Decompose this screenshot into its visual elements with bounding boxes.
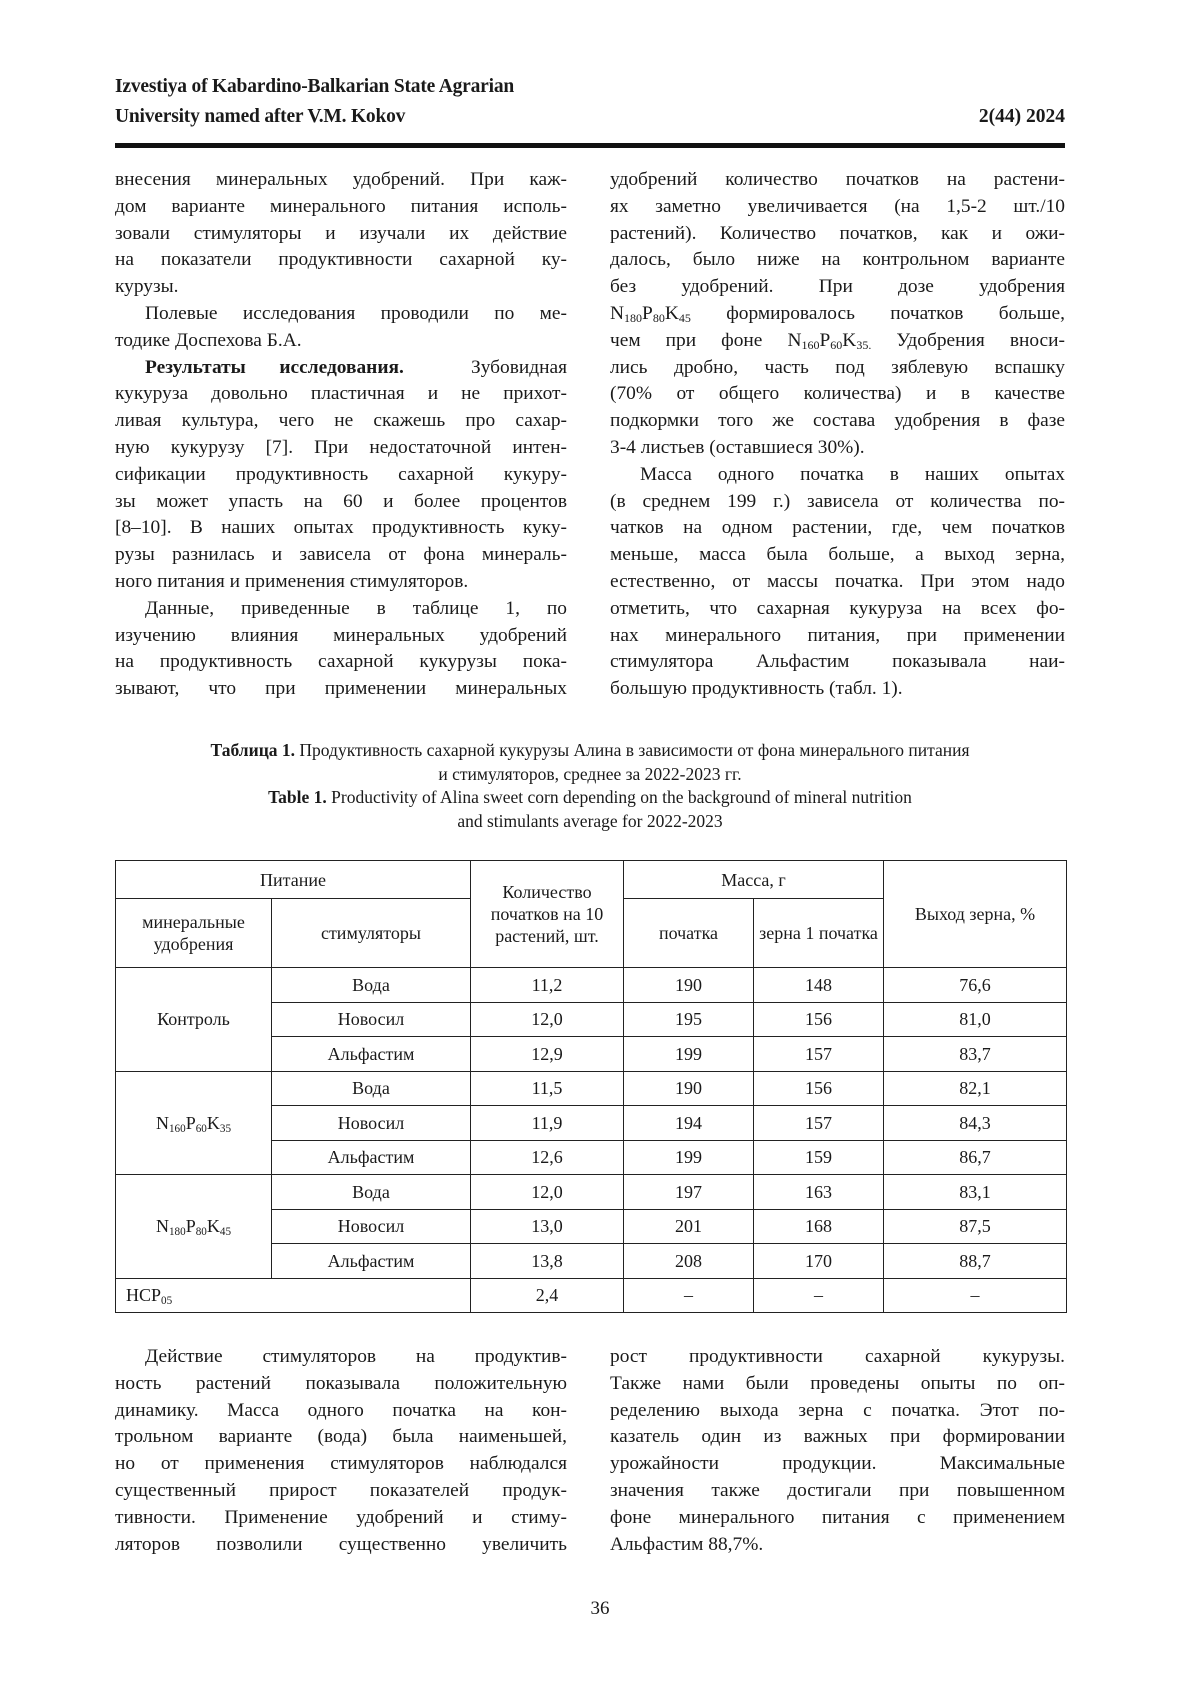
text-line: далось, было ниже на контрольном варианте bbox=[610, 249, 1065, 271]
text-line: 3-4 листьев (оставшиеся 30%). bbox=[610, 436, 865, 458]
cell-yield: 83,1 bbox=[884, 1175, 1067, 1210]
text-line: ную кукурузу [7]. При недостаточной интен- bbox=[115, 436, 567, 458]
formula-n160p60k35: $N_{160}P_{60}K_{35.}$ bbox=[787, 329, 872, 352]
text-line: трольном варианте (вода) была наименьшей, bbox=[115, 1426, 567, 1448]
text-line: динамику. Масса одного початка на кон- bbox=[115, 1399, 567, 1421]
text-line: но от применения стимуляторов наблюдался bbox=[115, 1453, 567, 1475]
cell-ear-mass: 199 bbox=[624, 1140, 754, 1175]
caption-ru-line1: Таблица 1. Продуктивность сахарной кукурузы Алина в зависимости от фона минерального питания bbox=[210, 740, 970, 760]
text-line: значения также достигали при повышенном bbox=[610, 1479, 1065, 1501]
text-line: стимулятора Альфастим показывала наи- bbox=[610, 651, 1065, 673]
text-line-formula: $N_{180}P_{80}K_{45}$ формировалось початков больше, bbox=[610, 302, 1065, 325]
table-row bbox=[116, 1175, 1067, 1210]
cell-grain-mass: 157 bbox=[754, 1037, 884, 1072]
header-stimulants: стимуляторы bbox=[272, 899, 471, 968]
text-line: рост продуктивности сахарной кукурузы. bbox=[610, 1346, 1065, 1367]
cell-grain-mass: 163 bbox=[754, 1175, 884, 1210]
text-line: существенный прирост показателей продук- bbox=[115, 1479, 567, 1501]
cell-grain-mass: 148 bbox=[754, 968, 884, 1003]
cell-ear-mass: 194 bbox=[624, 1106, 754, 1141]
cell-stimulant: Новосил bbox=[272, 1106, 471, 1141]
text-line: Альфастим 88,7%. bbox=[610, 1533, 764, 1555]
cell-stimulant: Альфастим bbox=[272, 1037, 471, 1072]
cell-ear-mass: – bbox=[624, 1278, 754, 1313]
cell-ears: 13,0 bbox=[471, 1209, 624, 1244]
text-line: (в среднем 199 г.) зависела от количества по- bbox=[610, 490, 1065, 512]
cell-yield: 81,0 bbox=[884, 1002, 1067, 1037]
text-line: чатков на одном растении, где, чем початков bbox=[610, 517, 1065, 539]
text-line: казатель один из важных при формировании bbox=[610, 1426, 1065, 1448]
text-line: меньше, масса была больше, а выход зерна, bbox=[610, 544, 1065, 566]
text-line: большую продуктивность (табл. 1). bbox=[610, 678, 903, 700]
text-line: на продуктивность сахарной кукурузы пока- bbox=[115, 651, 567, 673]
cell-ears: 13,8 bbox=[471, 1244, 624, 1279]
caption-en-line2: and stimulants average for 2022-2023 bbox=[457, 810, 723, 831]
text-line: подкормки того же состава удобрения в фазе bbox=[610, 410, 1065, 432]
group-label-n160p60k35: $N_{160}P_{60}K_{35}$ bbox=[116, 1071, 272, 1175]
group-label-n180p80k45: $N_{180}P_{80}K_{45}$ bbox=[116, 1175, 272, 1279]
formula-n180p80k45: $N_{180}P_{80}K_{45}$ bbox=[610, 302, 691, 325]
caption-ru-line2: и стимуляторов, среднее за 2022-2023 гг. bbox=[438, 763, 742, 784]
cell-ears: 12,0 bbox=[471, 1175, 624, 1210]
cell-ears: 12,0 bbox=[471, 1002, 624, 1037]
journal-title-line1: Izvestiya of Kabardino-Balkarian State Agrarian bbox=[115, 76, 515, 97]
cell-yield: 87,5 bbox=[884, 1209, 1067, 1244]
text-line: дом варианте минерального питания исполь- bbox=[115, 195, 567, 217]
cell-grain-mass: 170 bbox=[754, 1244, 884, 1279]
cell-ear-mass: 208 bbox=[624, 1244, 754, 1279]
text-line: ность растений показывала положительную bbox=[115, 1372, 567, 1394]
text-line: фоне минерального питания с применением bbox=[610, 1506, 1065, 1528]
cell-ear-mass: 190 bbox=[624, 1071, 754, 1106]
text-line: Данные, приведенные в таблице 1, по bbox=[145, 597, 567, 619]
text-line: Масса одного початка в наших опытах bbox=[640, 463, 1065, 485]
text-line: кукуруза довольно пластичная и не прихот- bbox=[115, 383, 567, 405]
text-line: тодике Доспехова Б.А. bbox=[115, 329, 302, 351]
cell-yield: 84,3 bbox=[884, 1106, 1067, 1141]
text-line: нах минерального питания, при применении bbox=[610, 624, 1065, 646]
cell-ears: 12,6 bbox=[471, 1140, 624, 1175]
text-line: ляторов позволили существенно увеличить bbox=[115, 1533, 567, 1555]
text-line: Также нами были проведены опыты по оп- bbox=[610, 1372, 1065, 1394]
text-line: Полевые исследования проводили по ме- bbox=[145, 302, 567, 324]
header-grain-mass: зерна 1 початка bbox=[754, 899, 884, 968]
header-ear-count: Количество початков на 10 растений, шт. bbox=[471, 861, 624, 968]
text-line: на показатели продуктивности сахарной ку- bbox=[115, 249, 567, 271]
cell-stimulant: Альфастим bbox=[272, 1140, 471, 1175]
text-line: урожайности продукции. Максимальные bbox=[610, 1453, 1065, 1475]
table-row bbox=[116, 968, 1067, 1003]
cell-ear-mass: 199 bbox=[624, 1037, 754, 1072]
body-column-top-right bbox=[610, 167, 1065, 703]
cell-yield: – bbox=[884, 1278, 1067, 1313]
cell-grain-mass: 156 bbox=[754, 1002, 884, 1037]
cell-ears: 2,4 bbox=[471, 1278, 624, 1313]
cell-ears: 11,5 bbox=[471, 1071, 624, 1106]
cell-stimulant: Новосил bbox=[272, 1209, 471, 1244]
issue-number: 2(44) 2024 bbox=[978, 106, 1065, 127]
text-line: отметить, что сахарная кукуруза на всех фо- bbox=[610, 597, 1065, 619]
header-nutrition: Питание bbox=[116, 861, 471, 899]
table-row-lsd bbox=[116, 1278, 1067, 1313]
text-line: [8–10]. В наших опытах продуктивность куку- bbox=[115, 517, 567, 539]
table-caption bbox=[115, 739, 1065, 833]
cell-yield: 83,7 bbox=[884, 1037, 1067, 1072]
cell-stimulant: Новосил bbox=[272, 1002, 471, 1037]
text-line: (70% от общего количества) и в качестве bbox=[610, 383, 1065, 405]
text-line-results: Результаты исследования. Зубовидная bbox=[145, 356, 568, 378]
text-line: ределению выхода зерна с початка. Этот по- bbox=[610, 1399, 1065, 1421]
cell-ear-mass: 197 bbox=[624, 1175, 754, 1210]
text-line: изучению влияния минеральных удобрений bbox=[115, 624, 567, 646]
journal-title-line2: University named after V.M. Kokov bbox=[115, 106, 406, 127]
header-ear-mass: початка bbox=[624, 899, 754, 968]
cell-yield: 88,7 bbox=[884, 1244, 1067, 1279]
body-column-bottom-left bbox=[115, 1344, 567, 1558]
cell-grain-mass: 157 bbox=[754, 1106, 884, 1141]
page-number: 36 bbox=[590, 1598, 610, 1619]
body-column-top-left bbox=[115, 167, 567, 703]
cell-ears: 11,9 bbox=[471, 1106, 624, 1141]
text-line: курузы. bbox=[115, 276, 179, 298]
cell-ears: 11,2 bbox=[471, 968, 624, 1003]
text-line: лись дробно, часть под зяблевую вспашку bbox=[610, 356, 1065, 378]
cell-yield: 86,7 bbox=[884, 1140, 1067, 1175]
cell-ear-mass: 195 bbox=[624, 1002, 754, 1037]
productivity-table bbox=[115, 860, 1067, 1313]
text-line: удобрений количество початков на растени- bbox=[610, 169, 1065, 190]
cell-stimulant: Вода bbox=[272, 968, 471, 1003]
running-header bbox=[115, 72, 1065, 132]
cell-ears: 12,9 bbox=[471, 1037, 624, 1072]
header-mineral-fertilizers: минеральные удобрения bbox=[116, 899, 272, 968]
text-line: растений). Количество початков, как и ожи- bbox=[610, 222, 1065, 244]
caption-en-line1: Table 1. Productivity of Alina sweet corn depending on the background of mineral nutrition bbox=[268, 787, 912, 807]
text-line: внесения минеральных удобрений. При каж- bbox=[115, 169, 567, 190]
body-column-bottom-right bbox=[610, 1344, 1065, 1558]
cell-ear-mass: 201 bbox=[624, 1209, 754, 1244]
cell-grain-mass: 156 bbox=[754, 1071, 884, 1106]
header-rule bbox=[115, 143, 1065, 148]
text-line: зы может упасть на 60 и более процентов bbox=[115, 490, 567, 512]
text-line: ях заметно увеличивается (на 1,5-2 шт./10 bbox=[610, 195, 1065, 217]
text-line: зовали стимуляторы и изучали их действие bbox=[115, 222, 567, 244]
text-line: естественно, от массы початка. При этом надо bbox=[610, 570, 1065, 592]
cell-stimulant: Вода bbox=[272, 1175, 471, 1210]
cell-yield: 82,1 bbox=[884, 1071, 1067, 1106]
text-line: тивности. Применение удобрений и стиму- bbox=[115, 1506, 567, 1528]
cell-yield: 76,6 bbox=[884, 968, 1067, 1003]
header-grain-yield: Выход зерна, % bbox=[884, 861, 1067, 968]
results-heading: Результаты исследования. bbox=[145, 356, 404, 378]
lsd-label: $НСР_{05}$ bbox=[116, 1278, 471, 1313]
text-line: ного питания и применения стимуляторов. bbox=[115, 570, 469, 592]
text-line: сификации продуктивность сахарной кукуру- bbox=[115, 463, 567, 485]
cell-stimulant: Вода bbox=[272, 1071, 471, 1106]
text-line-formula: чем при фоне $N_{160}P_{60}K_{35.}$ Удобрения вноси- bbox=[610, 329, 1065, 352]
cell-ear-mass: 190 bbox=[624, 968, 754, 1003]
text-line: ливая культура, чего не скажешь про сахар- bbox=[115, 410, 567, 432]
text-line: рузы разнилась и зависела от фона минераль- bbox=[115, 544, 567, 566]
group-label-control: Контроль bbox=[116, 968, 272, 1072]
cell-stimulant: Альфастим bbox=[272, 1244, 471, 1279]
cell-grain-mass: 168 bbox=[754, 1209, 884, 1244]
cell-grain-mass: – bbox=[754, 1278, 884, 1313]
header-mass: Масса, г bbox=[624, 861, 884, 899]
text-line: Действие стимуляторов на продуктив- bbox=[145, 1346, 567, 1367]
table-row bbox=[116, 1071, 1067, 1106]
text-line: зывают, что при применении минеральных bbox=[115, 678, 567, 700]
cell-grain-mass: 159 bbox=[754, 1140, 884, 1175]
text-line: без удобрений. При дозе удобрения bbox=[610, 276, 1065, 298]
